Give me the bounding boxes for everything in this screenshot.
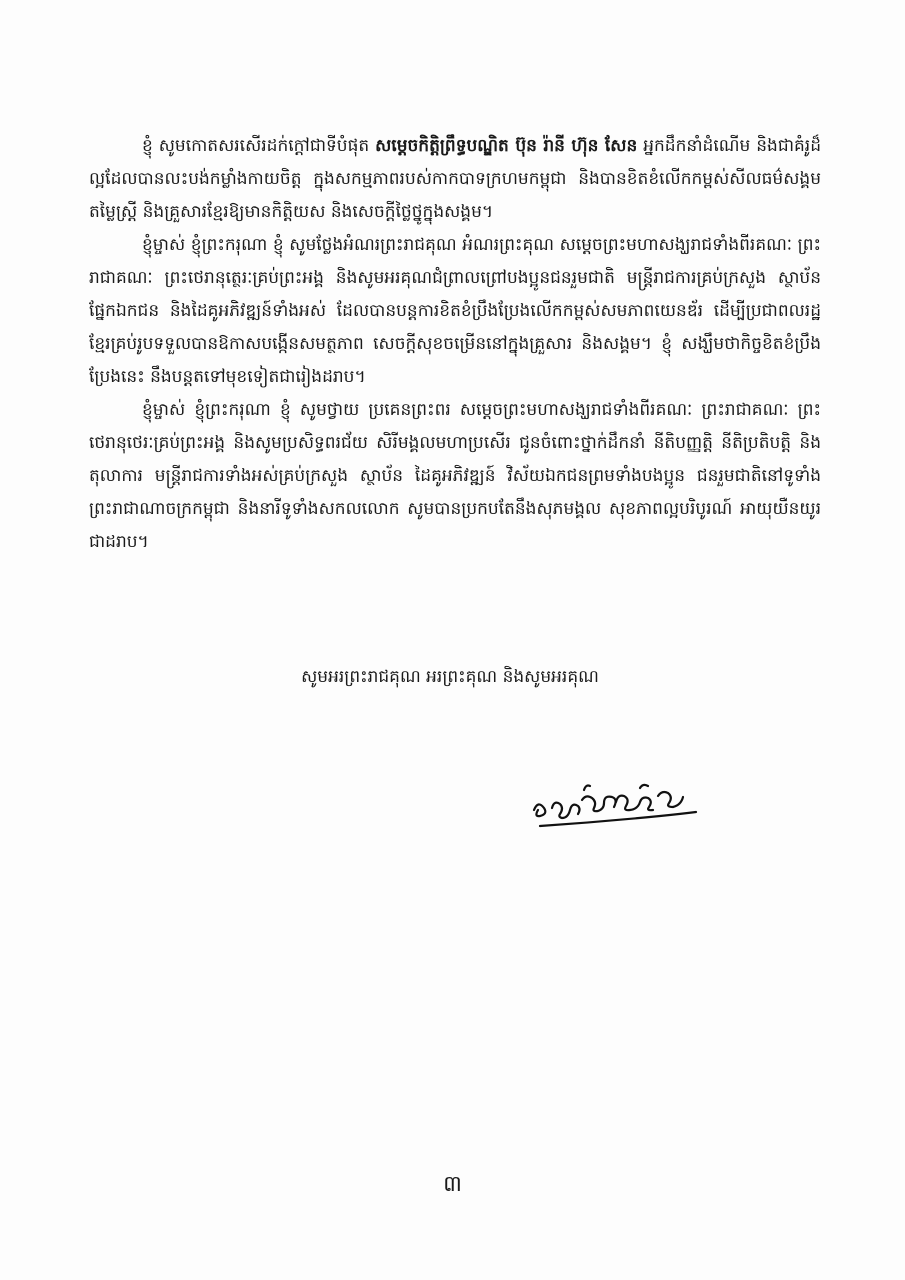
closing-line: សូមអរព្រះរាជគុណ អរព្រះគុណ និងសូមអរគុណ	[301, 667, 599, 687]
paragraph-1-rest: អ្នកដឹកនាំដំណើម និងជាគំរូដ៏ល្អដែលបានលះបង់កម្លាំងកាយចិត្ត ក្នុងសកម្មភាពរបស់កាកបាទក្រហមកម្ពុជា និងបានខិតខំលើកកម្ពស់សីលធម៌សង្គម តម្លៃស្ត្រី និងគ្រួសារខ្មែរឱ្យមានកិត្តិយស និងសេចក្តីថ្លៃថ្នូក្នុងសង្គម។	[89, 136, 821, 222]
honorific-name: សម្តេចកិត្តិព្រឹទ្ធបណ្ឌិត ប៊ុន រ៉ានី ហ៊ុន សែន	[375, 136, 638, 156]
page-number: ៣	[443, 1172, 462, 1197]
paragraph-3: ខ្ញុំម្ចាស់ ខ្ញុំព្រះករុណា ខ្ញុំ សូមថ្វាយ ប្រគេនព្រះពរ សម្តេចព្រះមហាសង្ឃរាជទាំងពីរគណៈ ព្រះរាជាគណៈ ព្រះថេរានុថេរៈគ្រប់ព្រះអង្គ និងសូមប្រសិទ្ធពរជ័យ សិរីមង្គលមហាប្រសើរ ជូនចំពោះថ្នាក់ដឹកនាំ នីតិបញ្ញត្តិ នីតិប្រតិបត្តិ និងតុលាការ មន្ត្រីរាជការទាំងអស់គ្រប់ក្រសួង ស្ថាប័ន ដៃគូអភិវឌ្ឍន៍ វិស័យឯកជនព្រមទាំងបងប្អូន ជនរួមជាតិនៅទូទាំងព្រះរាជាណាចក្រកម្ពុជា និងនារីទូទាំងសកលលោក សូមបានប្រកបតែនឹងសុភមង្គល សុខភាពល្អបរិបូរណ៍ អាយុយឺនយូរជាដរាប។	[89, 400, 821, 552]
paragraph-1-intro: ខ្ញុំ សូមកោតសរសើរដក់ក្តៅជាទីបំផុត	[142, 136, 376, 156]
paragraph-2: ខ្ញុំម្ចាស់ ខ្ញុំព្រះករុណា ខ្ញុំ សូមថ្លែងអំណរព្រះរាជគុណ អំណរព្រះគុណ សម្តេចព្រះមហាសង្ឃរាជទាំងពីរគណៈ ព្រះរាជាគណៈ ព្រះថេរានុត្ថេរៈគ្រប់ព្រះអង្គ និងសូមអរគុណជំព្រាលព្រៅបងប្អូនជនរួមជាតិ មន្ត្រីរាជការគ្រប់ក្រសួង ស្ថាប័នផ្នែកឯកជន និងដៃគូអភិវឌ្ឍន៍ទាំងអស់ ដែលបានបន្តការខិតខំប្រឹងប្រែងលើកកម្ពស់សមភាពយេនឌ័រ ដើម្បីប្រជាពលរដ្ឋខ្មែរគ្រប់រូបទទួលបានឱកាសបង្កើនសមត្ថភាព សេចក្តីសុខចម្រើននៅក្នុងគ្រួសារ និងសង្គម។ ខ្ញុំ សង្ឃឹមថាកិច្ចខិតខំប្រឹងប្រែងនេះ នឹងបន្តតទៅមុខទៀតជារៀងដរាប។	[89, 235, 821, 387]
paragraph-1	[89, 130, 821, 229]
signature-scribble	[534, 785, 696, 826]
letter-body	[89, 130, 821, 559]
handwritten-signature	[520, 760, 710, 850]
